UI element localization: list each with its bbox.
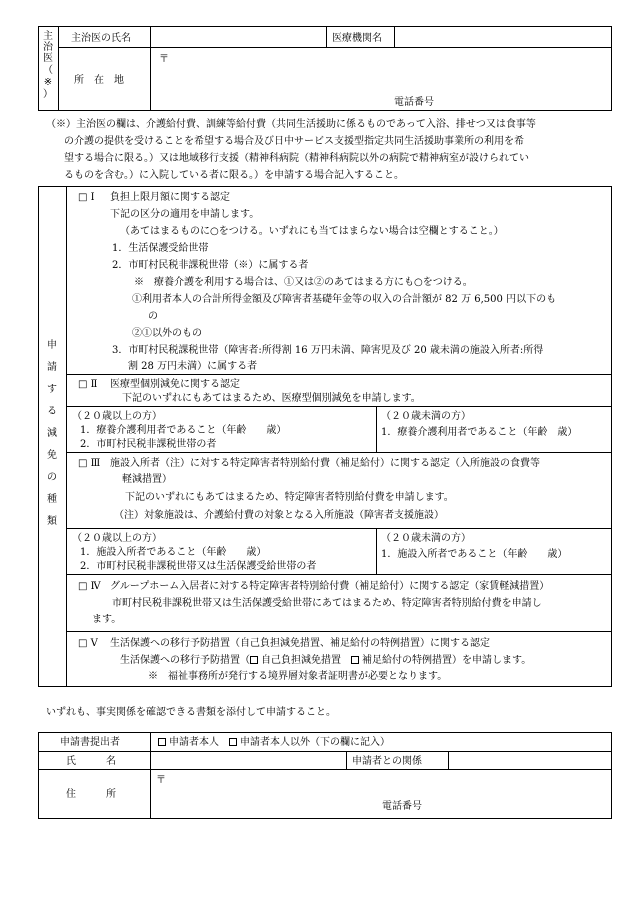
types-side-label-char: 申 — [47, 340, 57, 351]
types-side-label-char: 請 — [47, 362, 57, 373]
types-side-label-char: 類 — [47, 516, 57, 527]
divider — [66, 452, 612, 453]
submitter-other-checkbox[interactable] — [229, 738, 237, 746]
section-5-option-checkbox[interactable] — [351, 656, 359, 664]
doctor-side-label-char: 治 — [43, 42, 53, 53]
divider — [66, 574, 612, 575]
section-3-note: （注）対象施設は、介護給付費の対象となる入所施設（障害者支援施設） — [114, 510, 444, 521]
section-1-item[interactable]: 3．市町村民税課税世帯（障害者:所得割 16 万円未満、障害児及び 20 歳未満の施設入所者:所得 — [112, 345, 544, 356]
section-2-left-item: 2．市町村民税非課税世帯の者 — [80, 439, 217, 450]
institution-field[interactable] — [396, 28, 610, 45]
divider — [66, 406, 612, 407]
attachment-note: いずれも、事実関係を確認できる書類を添付して申請すること。 — [46, 707, 336, 718]
types-side-label-char: 減 — [47, 428, 57, 439]
section-2-left-header: （２０歳以上の方） — [72, 411, 162, 422]
doctor-note-line: （※）主治医の欄は、介護給付費、訓練等給付費（共同生活援助に係るものであって入浴、排せつ又は食事等 — [46, 119, 536, 130]
divider — [66, 186, 67, 687]
section-5-option-checkbox[interactable] — [250, 656, 258, 664]
divider — [66, 631, 612, 632]
divider — [326, 26, 327, 47]
submitter-label: 申請書提出者 — [60, 737, 120, 748]
section-2-right-header: （２０歳未満の方） — [381, 411, 471, 422]
section-5-title: 生活保護への移行予防措置（自己負担減免措置、補足給付の特例措置）に関する認定 — [110, 638, 490, 649]
doctor-address-label: 所 在 地 — [74, 75, 124, 86]
doctor-note-line: るものを含む。）に入院している者に限る。）を申請する場合記入すること。 — [64, 170, 404, 181]
relation-label: 申請者との関係 — [352, 756, 422, 767]
submitter-name-field[interactable] — [152, 753, 344, 768]
submitter-name-label: 氏 名 — [66, 756, 116, 767]
section-2-line: 下記のいずれにもあてはまるため、医療型個別減免を申請します。 — [122, 393, 421, 404]
doctor-name-field[interactable] — [152, 28, 324, 45]
section-3-left-header: （２０歳以上の方） — [72, 533, 162, 544]
institution-label: 医療機関名 — [332, 33, 382, 44]
divider — [448, 751, 449, 769]
divider — [376, 528, 377, 574]
section-3-line: 下記のいずれにもあてはまるため、特定障害者特別給付費を申請します。 — [125, 492, 454, 503]
section-1-title: 負担上限月額に関する認定 — [110, 192, 230, 203]
divider — [38, 769, 612, 770]
section-1-line: 下記の区分の適用を申請します。 — [110, 209, 260, 220]
section-5-option-label: 補足給付の特例措置 — [362, 655, 452, 666]
section-2-right-item: 1．療養介護利用者であること（年齢 歳） — [381, 427, 578, 438]
doctor-note-line: の介護の提供を受けることを希望する場合及び日中サービス支援型指定共同生活援助事業所の利用を希 — [64, 136, 524, 147]
divider — [376, 406, 377, 452]
section-2-left-item: 1．療養介護利用者であること（年齢 歳） — [80, 425, 287, 436]
submitter-self-label: 申請者本人 — [169, 737, 219, 748]
section-1-item[interactable]: 1．生活保護受給世帯 — [112, 243, 209, 254]
divider — [394, 26, 395, 47]
relation-field[interactable] — [450, 753, 610, 768]
types-side-label-char: る — [47, 406, 57, 417]
doctor-phone-label: 電話番号 — [394, 97, 434, 108]
section-1-checkbox[interactable]: □ Ⅰ — [78, 192, 95, 203]
section-5-line — [120, 654, 531, 667]
submitter-phone-label: 電話番号 — [382, 801, 422, 812]
types-side-label-char: す — [47, 384, 57, 395]
divider — [58, 26, 59, 111]
section-3-title-cont: 軽減措置） — [122, 474, 172, 485]
doctor-note-line: 望する場合に限る。）又は地域移行支援（精神科病院（精神科病院以外の病院で精神病室が設けられてい — [64, 153, 529, 164]
doctor-name-label: 主治医の氏名 — [71, 33, 131, 44]
section-3-left-item: 1．施設入所者であること（年齢 歳） — [80, 547, 267, 558]
section-4-line: 市町村民税非課税世帯又は生活保護受給世帯にあてはまるため、特定障害者特別給付費を申請し — [112, 598, 542, 609]
divider — [150, 26, 151, 111]
section-3-checkbox[interactable]: □ Ⅲ — [78, 458, 101, 469]
section-2-title: 医療型個別減免に関する認定 — [110, 379, 240, 390]
section-1-subitem[interactable]: ①利用者本人の合計所得金額及び障害者基礎年金等の収入の合計額が 82 万 6,500 円以下のも — [132, 294, 557, 305]
section-5-checkbox[interactable]: □ Ⅴ — [78, 638, 98, 649]
submitter-postal-mark: 〒 — [156, 775, 166, 786]
section-1-line: （あてはまるものに○をつける。いずれにも当てはまらない場合は空欄とすること。） — [120, 226, 504, 237]
doctor-side-label-char: （ — [43, 65, 53, 76]
section-3-right-header: （２０歳未満の方） — [381, 533, 471, 544]
section-1-subitem[interactable]: ②①以外のもの — [132, 328, 202, 339]
section-1-note: ※ 療養介護を利用する場合は、①又は②のあてはまる方にも○をつける。 — [134, 277, 473, 288]
submitter-other-label: 申請者本人以外（下の欄に記入） — [240, 737, 390, 748]
section-1-item-cont: 割 28 万円未満）に属する者 — [128, 361, 258, 372]
doctor-address-field[interactable] — [152, 49, 610, 109]
section-3-title: 施設入所者（注）に対する特定障害者特別給付費（補足給付）に関する認定（入所施設の食費等 — [110, 458, 540, 469]
section-3-right-item: 1．施設入所者であること（年齢 歳） — [381, 549, 568, 560]
divider — [346, 751, 347, 769]
section-5-option-label: 自己負担減免措置 — [261, 655, 341, 666]
section-1-subitem-cont: の — [148, 311, 158, 322]
doctor-postal-mark: 〒 — [159, 54, 169, 65]
divider — [58, 47, 612, 48]
types-side-label-char: 免 — [47, 450, 57, 461]
section-5-line-pre: 生活保護への移行予防措置（ — [120, 655, 250, 666]
divider — [38, 751, 612, 752]
section-5-note: ※ 福祉事務所が発行する境界層対象者証明書が必要となります。 — [148, 671, 448, 682]
submitter-options — [158, 736, 390, 749]
section-4-line: ます。 — [92, 614, 122, 625]
doctor-side-label-char: ） — [43, 89, 53, 100]
doctor-side-label-char: 主 — [43, 31, 53, 42]
section-5-line-post: ）を申請します。 — [452, 655, 532, 666]
divider — [66, 528, 612, 529]
doctor-side-label-char: ※ — [43, 77, 53, 88]
types-side-label-char: の — [47, 472, 57, 483]
divider — [150, 732, 151, 819]
section-1-item[interactable]: 2．市町村民税非課税世帯（※）に属する者 — [112, 260, 309, 271]
submitter-self-checkbox[interactable] — [158, 738, 166, 746]
section-2-checkbox[interactable]: □ Ⅱ — [78, 379, 98, 390]
doctor-side-label-char: 医 — [43, 53, 53, 64]
section-4-title: グループホーム入居者に対する特定障害者特別給付費（補足給付）に関する認定（家賃軽減措置） — [110, 581, 550, 592]
submitter-address-field[interactable] — [152, 771, 610, 817]
section-2-age-field[interactable] — [250, 423, 290, 437]
section-3-left-item: 2．市町村民税非課税世帯又は生活保護受給世帯の者 — [80, 561, 317, 572]
submitter-address-label: 住 所 — [66, 789, 116, 800]
section-4-checkbox[interactable]: □ Ⅳ — [78, 581, 101, 592]
types-side-label-char: 種 — [47, 494, 57, 505]
divider — [66, 374, 612, 375]
